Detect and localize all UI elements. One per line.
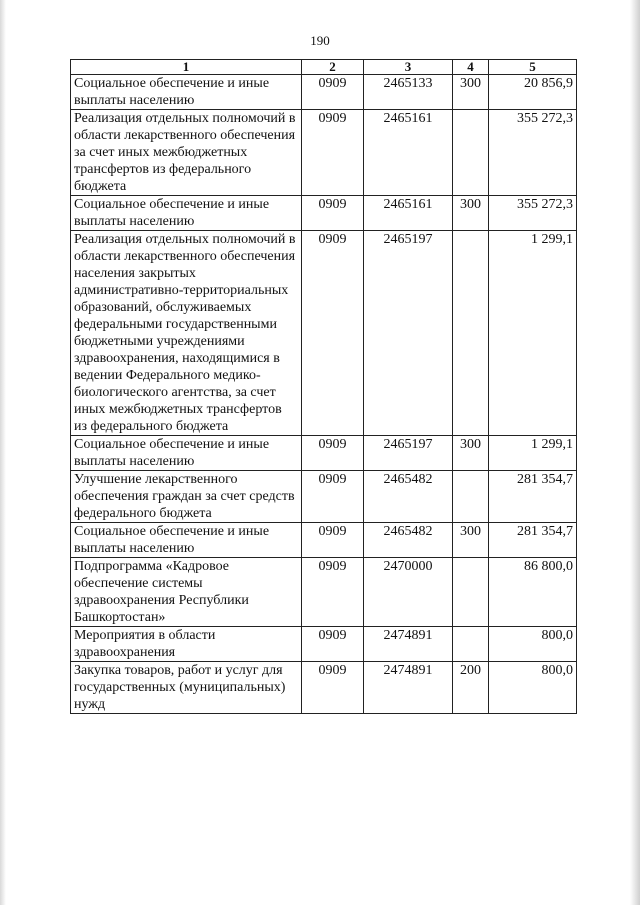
- cell-name: Подпрограмма «Кадровое обеспечение системы здравоохранения Республики Башкортостан»: [71, 558, 302, 627]
- table-row: [71, 558, 577, 627]
- cell-target: 2465161: [364, 196, 453, 231]
- cell-amount: 281 354,7: [489, 523, 577, 558]
- cell-amount: 1 299,1: [489, 231, 577, 436]
- table-row: [71, 436, 577, 471]
- cell-type: 300: [453, 436, 489, 471]
- cell-type: [453, 231, 489, 436]
- cell-target: 2465197: [364, 231, 453, 436]
- table-row: [71, 627, 577, 662]
- header-col-5: 5: [489, 60, 577, 75]
- cell-section: 0909: [302, 627, 364, 662]
- table-header-row: [71, 60, 577, 75]
- table-row: [71, 196, 577, 231]
- cell-target: 2465482: [364, 523, 453, 558]
- table-body: [71, 75, 577, 714]
- cell-section: 0909: [302, 196, 364, 231]
- cell-type: 300: [453, 196, 489, 231]
- cell-amount: 20 856,9: [489, 75, 577, 110]
- table-row: [71, 471, 577, 523]
- cell-target: 2470000: [364, 558, 453, 627]
- budget-table: [70, 59, 577, 714]
- cell-name: Социальное обеспечение и иные выплаты населению: [71, 196, 302, 231]
- cell-name: Социальное обеспечение и иные выплаты населению: [71, 523, 302, 558]
- cell-target: 2465197: [364, 436, 453, 471]
- cell-section: 0909: [302, 662, 364, 714]
- cell-section: 0909: [302, 523, 364, 558]
- table-row: [71, 662, 577, 714]
- cell-name: Реализация отдельных полномочий в области лекарственного обеспечения населения закрытых административно-территориальных образований, обслуживаемых федеральными государственными бюджетными учреждениями здравоохранения, находящимися в ведении Федерального медико-биологического агентства, за счет иных межбюджетных трансфертов из федерального бюджета: [71, 231, 302, 436]
- cell-target: 2465482: [364, 471, 453, 523]
- cell-type: [453, 110, 489, 196]
- table-row: [71, 110, 577, 196]
- cell-name: Мероприятия в области здравоохранения: [71, 627, 302, 662]
- cell-amount: 86 800,0: [489, 558, 577, 627]
- cell-amount: 355 272,3: [489, 110, 577, 196]
- cell-section: 0909: [302, 558, 364, 627]
- cell-type: [453, 558, 489, 627]
- cell-type: 200: [453, 662, 489, 714]
- cell-section: 0909: [302, 436, 364, 471]
- cell-type: 300: [453, 523, 489, 558]
- cell-name: Реализация отдельных полномочий в области лекарственного обеспечения за счет иных межбюджетных трансфертов из федерального бюджета: [71, 110, 302, 196]
- cell-amount: 800,0: [489, 662, 577, 714]
- cell-target: 2465161: [364, 110, 453, 196]
- table-row: [71, 231, 577, 436]
- table-row: [71, 523, 577, 558]
- cell-amount: 355 272,3: [489, 196, 577, 231]
- page-number: 190: [310, 33, 330, 48]
- header-col-4: 4: [453, 60, 489, 75]
- scan-edge-left: [0, 0, 6, 905]
- cell-amount: 800,0: [489, 627, 577, 662]
- cell-name: Социальное обеспечение и иные выплаты населению: [71, 436, 302, 471]
- cell-section: 0909: [302, 75, 364, 110]
- cell-target: 2474891: [364, 662, 453, 714]
- cell-target: 2474891: [364, 627, 453, 662]
- cell-section: 0909: [302, 471, 364, 523]
- cell-section: 0909: [302, 110, 364, 196]
- header-col-2: 2: [302, 60, 364, 75]
- header-col-1: 1: [71, 60, 302, 75]
- cell-section: 0909: [302, 231, 364, 436]
- scan-edge-right: [630, 0, 640, 905]
- cell-type: [453, 627, 489, 662]
- cell-target: 2465133: [364, 75, 453, 110]
- cell-name: Социальное обеспечение и иные выплаты населению: [71, 75, 302, 110]
- cell-type: [453, 471, 489, 523]
- table-row: [71, 75, 577, 110]
- cell-amount: 281 354,7: [489, 471, 577, 523]
- header-col-3: 3: [364, 60, 453, 75]
- cell-name: Улучшение лекарственного обеспечения граждан за счет средств федерального бюджета: [71, 471, 302, 523]
- cell-name: Закупка товаров, работ и услуг для государственных (муниципальных) нужд: [71, 662, 302, 714]
- cell-amount: 1 299,1: [489, 436, 577, 471]
- cell-type: 300: [453, 75, 489, 110]
